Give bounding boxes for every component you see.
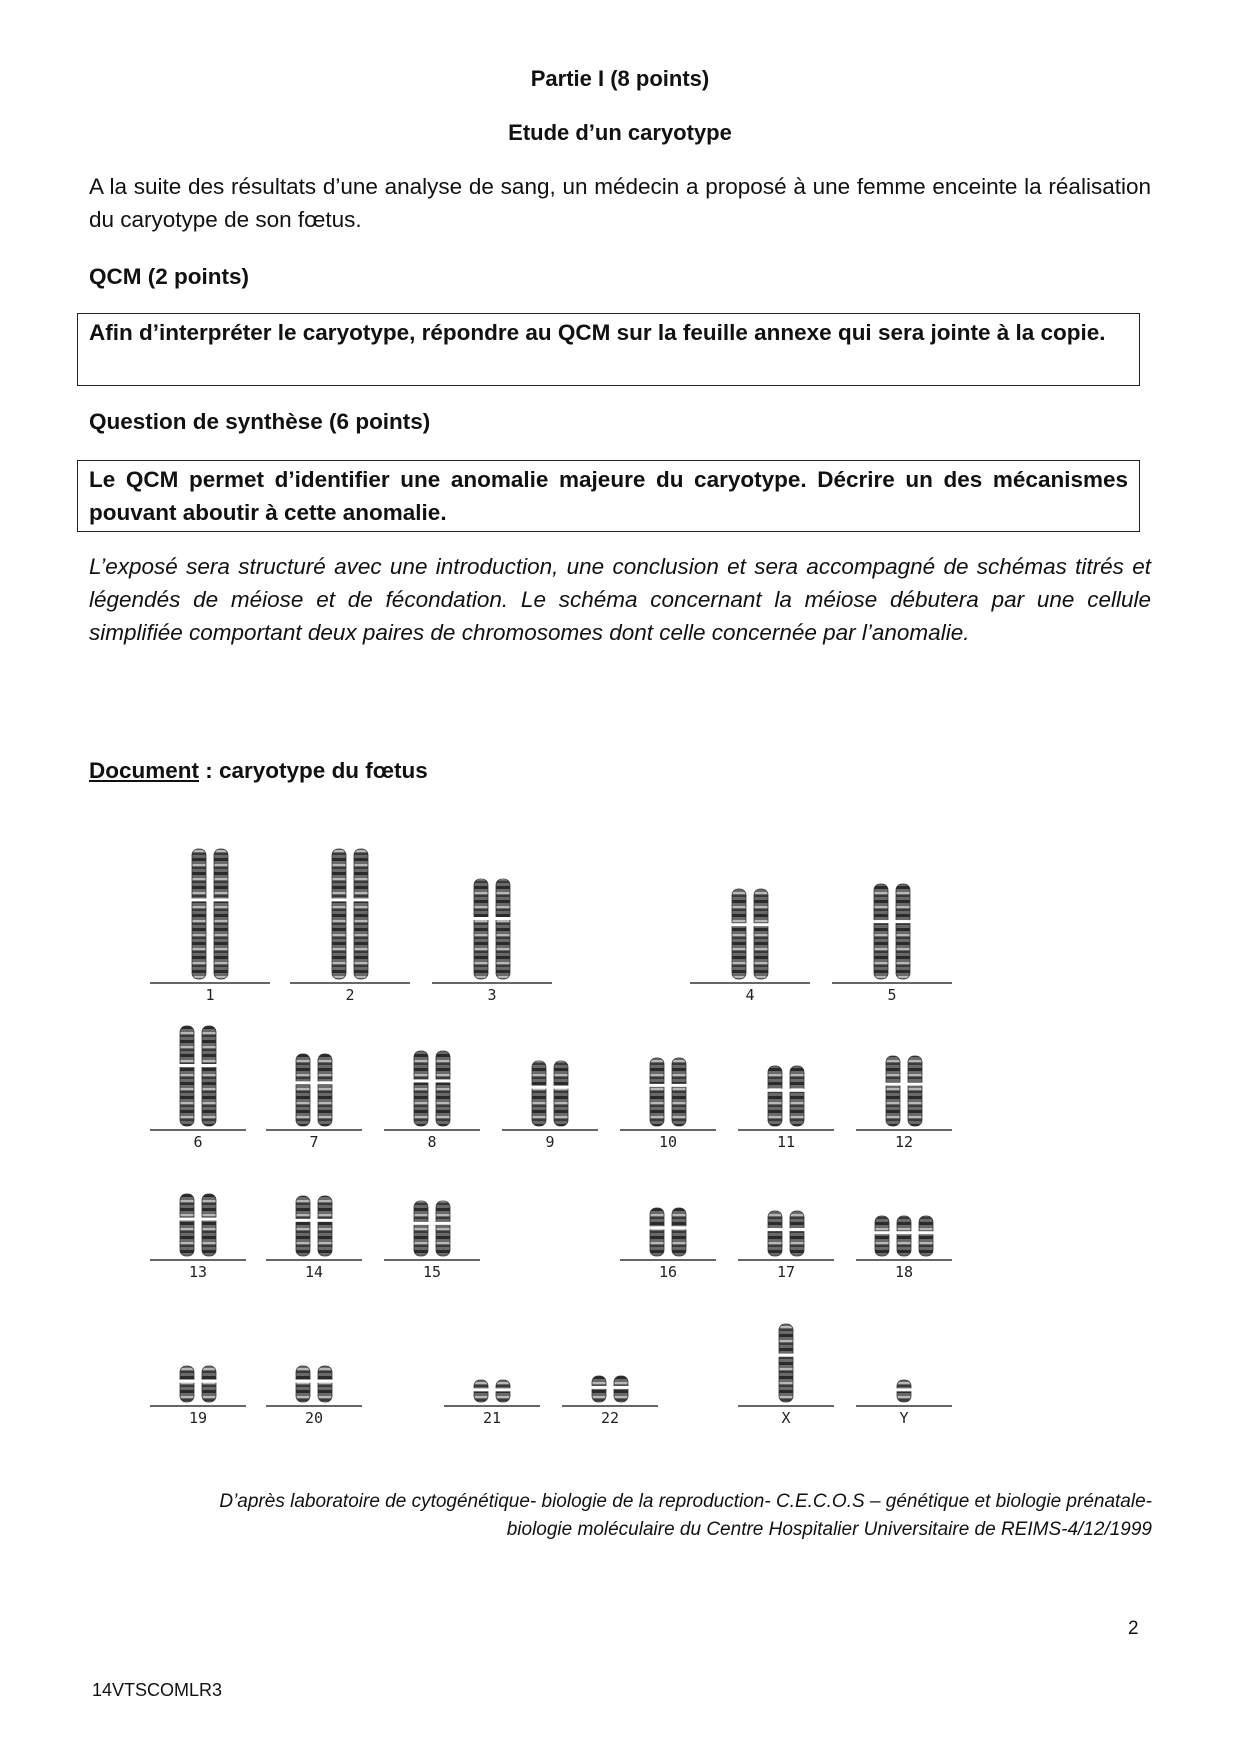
pair-label-5: 5: [887, 986, 897, 1004]
synthesis-heading: Question de synthèse (6 points): [89, 409, 431, 434]
pair-label-9: 9: [545, 1133, 555, 1151]
chromosome-12: [886, 1056, 900, 1126]
chromosome-17: [790, 1211, 804, 1256]
chromosome-9: [532, 1061, 546, 1126]
pair-label-17: 17: [776, 1263, 796, 1281]
chromosome-6: [180, 1026, 194, 1126]
centromere: [896, 1231, 912, 1234]
centromere: [907, 1083, 923, 1086]
centromere: [789, 1089, 805, 1092]
centromere: [671, 1084, 687, 1087]
centromere: [201, 1064, 217, 1067]
pair-label-18: 18: [894, 1263, 914, 1281]
centromere: [413, 1080, 429, 1083]
qcm-instruction: Afin d’interpréter le caryotype, répondre au QCM sur la feuille annexe qui sera jointe à la copie.: [89, 320, 1106, 345]
centromere: [201, 1380, 217, 1383]
centromere: [649, 1226, 665, 1229]
pair-label-20: 20: [304, 1409, 324, 1427]
synthesis-guidance: L’exposé sera structuré avec une introduction, une conclusion et sera accompagné de schémas titrés et légendés de méiose et de fécondation. Le schéma concernant la méiose débutera par une cellule simplifiée comportant deux paires de chromosomes dont celle concernée par l’anomalie.: [89, 554, 1151, 645]
chromosome-4: [732, 889, 746, 979]
section-subtitle: Etude d’un caryotype: [508, 120, 732, 145]
chromosome-13: [202, 1194, 216, 1256]
centromere: [495, 1388, 511, 1391]
pair-label-8: 8: [427, 1133, 437, 1151]
centromere: [731, 923, 747, 926]
chromosome-17: [768, 1211, 782, 1256]
page-number: 2: [1128, 1618, 1139, 1639]
chromosome-13: [180, 1194, 194, 1256]
centromere: [874, 1231, 890, 1234]
centromere: [295, 1219, 311, 1222]
chromosome-19: [180, 1366, 194, 1402]
source-line-2: biologie moléculaire du Centre Hospitalier Universitaire de REIMS-4/12/1999: [506, 1519, 1152, 1540]
pair-label-14: 14: [304, 1263, 324, 1281]
chromosome-18: [897, 1216, 911, 1256]
pair-label-X: X: [781, 1409, 791, 1427]
chromosome-18: [875, 1216, 889, 1256]
pair-label-12: 12: [894, 1133, 914, 1151]
chromosome-15: [414, 1201, 428, 1256]
centromere: [896, 1388, 912, 1391]
centromere: [873, 920, 889, 923]
pair-label-Y: Y: [899, 1409, 909, 1427]
chromosome-8: [414, 1051, 428, 1126]
chromosome-3: [496, 879, 510, 979]
chromosome-22: [614, 1376, 628, 1402]
document-code: 14VTSCOMLR3: [92, 1680, 223, 1700]
chromosome-22: [592, 1376, 606, 1402]
pair-label-10: 10: [658, 1133, 678, 1151]
centromere: [317, 1081, 333, 1084]
synthesis-instruction-box: [77, 460, 1140, 532]
chromosome-16: [650, 1208, 664, 1256]
centromere: [473, 1388, 489, 1391]
pair-label-1: 1: [205, 986, 215, 1004]
centromere: [767, 1228, 783, 1231]
chromosome-4: [754, 889, 768, 979]
pair-label-16: 16: [658, 1263, 678, 1281]
chromosome-11: [790, 1066, 804, 1126]
chromosome-16: [672, 1208, 686, 1256]
pair-label-11: 11: [776, 1133, 796, 1151]
pair-label-21: 21: [482, 1409, 502, 1427]
centromere: [435, 1080, 451, 1083]
chromosome-5: [874, 884, 888, 979]
centromere: [671, 1226, 687, 1229]
centromere: [201, 1218, 217, 1221]
karyotype-figure: [150, 828, 1070, 1488]
chromosome-14: [296, 1196, 310, 1256]
centromere: [918, 1231, 934, 1234]
pair-label-2: 2: [345, 986, 355, 1004]
pair-label-3: 3: [487, 986, 497, 1004]
synthesis-instruction: Le QCM permet d’identifier une anomalie majeure du caryotype. Décrire un des mécanismes pouvant aboutir à cette anomalie.: [89, 467, 1128, 525]
centromere: [591, 1386, 607, 1389]
centromere: [553, 1086, 569, 1089]
chromosome-1: [192, 849, 206, 979]
centromere: [179, 1218, 195, 1221]
qcm-instruction-box: [77, 313, 1140, 386]
pair-label-22: 22: [600, 1409, 620, 1427]
centromere: [895, 920, 911, 923]
centromere: [179, 1380, 195, 1383]
chromosome-7: [296, 1054, 310, 1126]
chromosome-8: [436, 1051, 450, 1126]
chromosome-14: [318, 1196, 332, 1256]
centromere: [213, 898, 229, 901]
chromosome-19: [202, 1366, 216, 1402]
centromere: [778, 1354, 794, 1357]
chromosome-18: [919, 1216, 933, 1256]
part-title: Partie I (8 points): [530, 66, 710, 91]
centromere: [413, 1222, 429, 1225]
centromere: [531, 1086, 547, 1089]
source-line-1: D’après laboratoire de cytogénétique- biologie de la reproduction- C.E.C.O.S – génétique et biologie prénatale-: [219, 1491, 1152, 1512]
centromere: [789, 1228, 805, 1231]
pair-label-15: 15: [422, 1263, 442, 1281]
chromosome-1: [214, 849, 228, 979]
qcm-heading: QCM (2 points): [89, 264, 249, 289]
centromere: [885, 1083, 901, 1086]
centromere: [353, 898, 369, 901]
chromosome-5: [896, 884, 910, 979]
centromere: [435, 1222, 451, 1225]
intro-paragraph: A la suite des résultats d’une analyse de sang, un médecin a proposé à une femme enceinte la réalisation du caryotype de son fœtus.: [89, 174, 1151, 232]
centromere: [495, 917, 511, 920]
chromosome-12: [908, 1056, 922, 1126]
chromosome-X: [779, 1324, 793, 1402]
chromosome-6: [202, 1026, 216, 1126]
centromere: [179, 1064, 195, 1067]
pair-label-6: 6: [193, 1133, 203, 1151]
centromere: [317, 1380, 333, 1383]
document-heading: [89, 758, 428, 784]
centromere: [191, 898, 207, 901]
centromere: [767, 1089, 783, 1092]
centromere: [331, 898, 347, 901]
document-title: : caryotype du fœtus: [199, 758, 428, 783]
centromere: [649, 1084, 665, 1087]
chromosome-20: [318, 1366, 332, 1402]
pair-label-19: 19: [188, 1409, 208, 1427]
chromosome-2: [332, 849, 346, 979]
pair-label-7: 7: [309, 1133, 319, 1151]
centromere: [753, 923, 769, 926]
chromosome-9: [554, 1061, 568, 1126]
chromosome-2: [354, 849, 368, 979]
centromere: [613, 1386, 629, 1389]
chromosome-15: [436, 1201, 450, 1256]
chromosome-20: [296, 1366, 310, 1402]
centromere: [317, 1219, 333, 1222]
centromere: [295, 1380, 311, 1383]
pair-label-13: 13: [188, 1263, 208, 1281]
pair-label-4: 4: [745, 986, 755, 1004]
chromosome-11: [768, 1066, 782, 1126]
chromosome-7: [318, 1054, 332, 1126]
chromosome-10: [672, 1058, 686, 1126]
chromosome-10: [650, 1058, 664, 1126]
chromosome-3: [474, 879, 488, 979]
centromere: [473, 917, 489, 920]
document-label: Document: [89, 758, 200, 783]
centromere: [295, 1081, 311, 1084]
